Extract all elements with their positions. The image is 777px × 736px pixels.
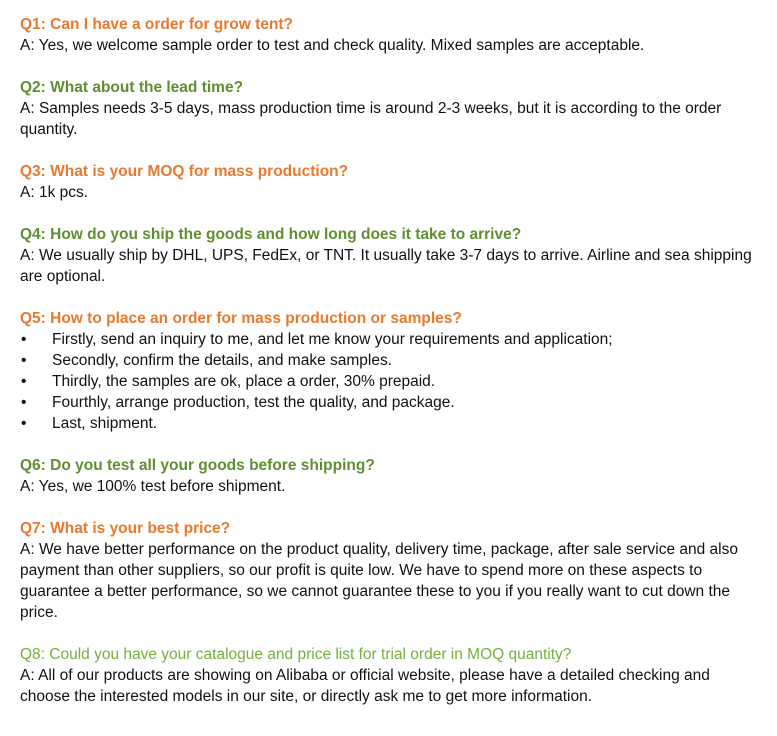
- step-text: Fourthly, arrange production, test the quality, and package.: [52, 394, 455, 411]
- question-q6: Q6: Do you test all your goods before shipping?: [20, 457, 375, 474]
- faq-item-q3: [20, 161, 759, 203]
- faq-item-q6: [20, 455, 759, 497]
- faq-item-q2: [20, 77, 759, 140]
- answer-q6: A: Yes, we 100% test before shipment.: [20, 478, 286, 495]
- step-text: Secondly, confirm the details, and make samples.: [52, 352, 393, 369]
- question-q3: Q3: What is your MOQ for mass production?: [20, 163, 349, 180]
- bullet-icon: •: [21, 331, 27, 348]
- answer-q7: A: We have better performance on the product quality, delivery time, package, after sale service and also payment than other suppliers, so our profit is quite low. We have to spend more on these aspects to guarantee a better performance, so we cannot guarantee these to you if you really want to cut down the price.: [20, 541, 738, 621]
- list-item: [20, 350, 759, 371]
- faq-item-q7: [20, 518, 759, 623]
- answer-q3: A: 1k pcs.: [20, 184, 89, 201]
- bullet-icon: •: [21, 373, 27, 390]
- answer-q8: A: All of our products are showing on Alibaba or official website, please have a detailed checking and choose the interested models in our site, or directly ask me to get more information.: [20, 667, 710, 705]
- list-item: [20, 392, 759, 413]
- answer-q4: A: We usually ship by DHL, UPS, FedEx, or TNT. It usually take 3-7 days to arrive. Airline and sea shipping are optional.: [20, 247, 752, 285]
- faq-item-q4: [20, 224, 759, 287]
- step-text: Thirdly, the samples are ok, place a order, 30% prepaid.: [52, 373, 436, 390]
- order-steps-list: [20, 329, 759, 434]
- question-q7: Q7: What is your best price?: [20, 520, 231, 537]
- question-q1: Q1: Can I have a order for grow tent?: [20, 16, 294, 33]
- step-text: Last, shipment.: [52, 415, 158, 432]
- answer-q1: A: Yes, we welcome sample order to test and check quality. Mixed samples are acceptable.: [20, 37, 645, 54]
- list-item: [20, 413, 759, 434]
- list-item: [20, 371, 759, 392]
- faq-item-q1: [20, 14, 759, 56]
- question-q8: Q8: Could you have your catalogue and price list for trial order in MOQ quantity?: [20, 646, 572, 663]
- bullet-icon: •: [21, 394, 27, 411]
- faq-item-q5: [20, 308, 759, 434]
- question-q2: Q2: What about the lead time?: [20, 79, 244, 96]
- step-text: Firstly, send an inquiry to me, and let me know your requirements and application;: [52, 331, 613, 348]
- answer-q2: A: Samples needs 3-5 days, mass production time is around 2-3 weeks, but it is according to the order quantity.: [20, 100, 722, 138]
- list-item: [20, 329, 759, 350]
- question-q4: Q4: How do you ship the goods and how long does it take to arrive?: [20, 226, 522, 243]
- bullet-icon: •: [21, 352, 27, 369]
- bullet-icon: •: [21, 415, 27, 432]
- faq-item-q8: [20, 644, 759, 707]
- question-q5: Q5: How to place an order for mass production or samples?: [20, 310, 462, 327]
